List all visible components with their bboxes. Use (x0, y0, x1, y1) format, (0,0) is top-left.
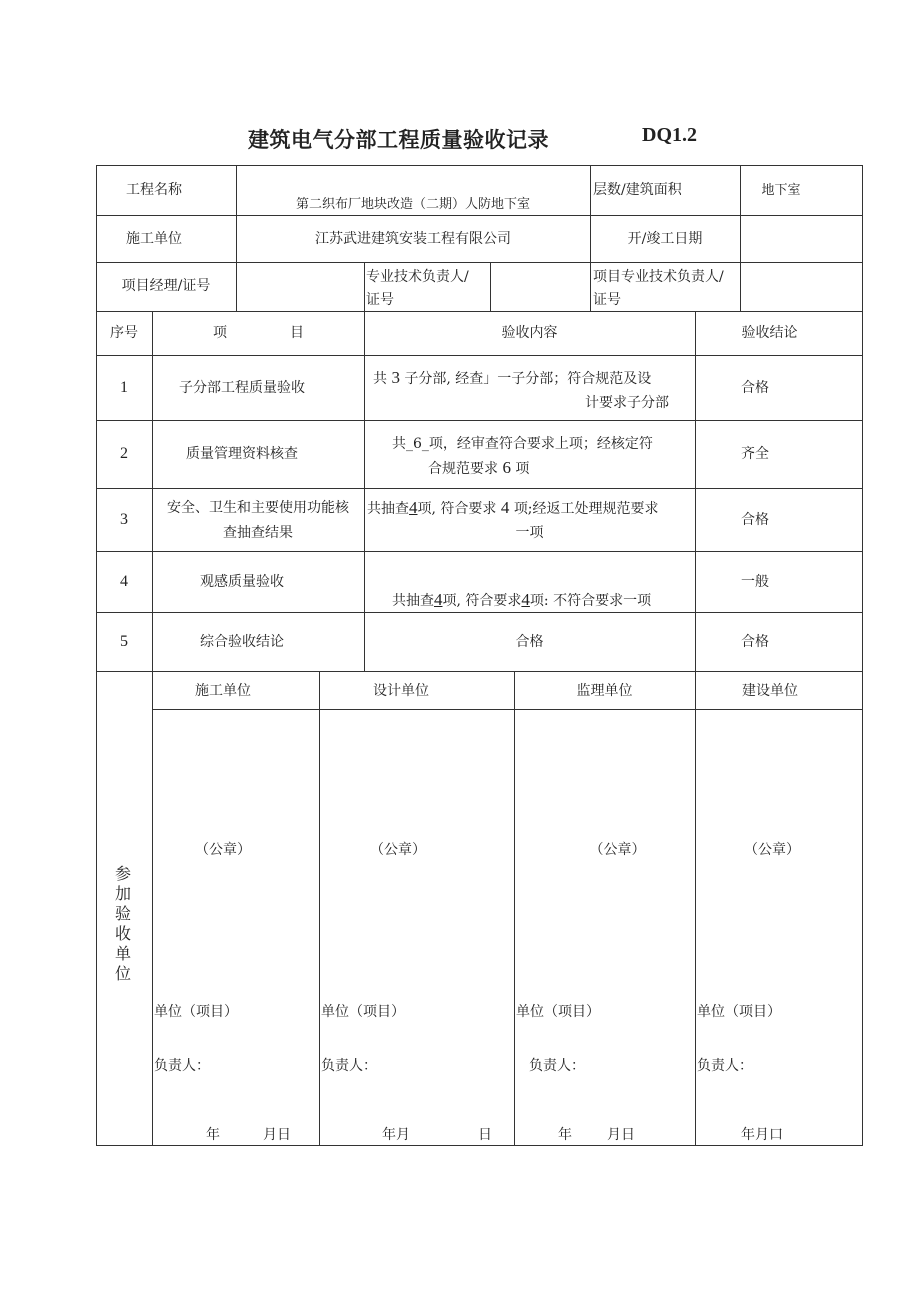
header-conclusion: 验收结论 (741, 325, 798, 341)
contractor-value: 江苏武进建筑安装工程有限公司 (315, 231, 511, 247)
row-item: 子分部工程质量验收 (179, 380, 305, 396)
project-name-value: 第二织布厂地块改造（二期）人防地下室 (295, 197, 530, 212)
unit-name: 监理单位 (576, 683, 633, 699)
unit-project-label: 单位（项目） (154, 1004, 238, 1020)
unit-name: 建设单位 (742, 683, 798, 699)
row-conclusion: 一般 (741, 574, 769, 590)
row-conclusion: 合格 (741, 380, 769, 396)
header-item-a: 项 (213, 325, 227, 341)
row-content: 合格 (515, 634, 544, 650)
row-content-line2: 一项 (515, 525, 544, 541)
project-name-label: 工程名称 (126, 182, 182, 198)
date-month-day: 月日 (607, 1127, 635, 1143)
person-label: 负责人： (697, 1058, 753, 1074)
row-conclusion: 齐全 (741, 446, 769, 462)
contractor-label: 施工单位 (126, 231, 182, 247)
seal-text: （公章） (195, 842, 251, 858)
tech-lead-label-line1: 专业技术负责人/ (366, 269, 469, 285)
floors-area-value: 地下室 (761, 183, 801, 198)
proj-tech-lead-label-line2: 证号 (593, 292, 621, 308)
row-number: 3 (120, 511, 128, 528)
row-content-line1: 共抽查4项, 符合要求4项: 不符合要求一项 (392, 590, 652, 609)
unit-name: 施工单位 (195, 683, 251, 699)
tech-lead-label-line2: 证号 (366, 292, 394, 308)
date-day: 日 (478, 1127, 492, 1143)
participants-side-label: 参加验收单位 (114, 864, 131, 983)
date-year-month: 年月 (382, 1127, 410, 1143)
row-item-line1: 安全、卫生和主要使用功能核 (167, 500, 349, 516)
document-title: 建筑电气分部工程质量验收记录 (248, 128, 549, 152)
header-content: 验收内容 (501, 325, 558, 341)
unit-project-label: 单位（项目） (697, 1004, 781, 1020)
row-conclusion: 合格 (741, 634, 769, 650)
row-content-line2: 计要求子分部 (585, 395, 669, 411)
row-content-line1: 共_6_项，经审查符合要求上项；经核定符 (392, 436, 653, 452)
seal-text: （公章） (589, 842, 646, 858)
row-number: 4 (120, 573, 128, 590)
unit-project-label: 单位（项目） (516, 1004, 600, 1020)
row-item-line2: 查抽查结果 (223, 525, 293, 541)
person-label: 负责人： (321, 1058, 377, 1074)
row-item: 质量管理资料核查 (186, 446, 298, 462)
row-number: 5 (120, 633, 128, 650)
person-label: 负责人： (529, 1058, 585, 1074)
header-item-b: 目 (290, 325, 304, 341)
date-full: 年月口 (741, 1127, 783, 1143)
document-code: DQ1.2 (642, 124, 697, 146)
floors-area-label: 层数/建筑面积 (593, 182, 682, 198)
row-item: 观感质量验收 (200, 574, 284, 590)
row-content-line2: 合规范要求 6 项 (428, 458, 530, 477)
person-label: 负责人： (154, 1058, 210, 1074)
seal-text: （公章） (744, 842, 800, 858)
seal-text: （公章） (370, 842, 426, 858)
date-year: 年 (206, 1127, 220, 1143)
date-year: 年 (558, 1127, 572, 1143)
pm-label: 项目经理/证号 (121, 278, 211, 294)
header-seq: 序号 (110, 325, 138, 341)
row-content-line1: 共 3 子分部, 经查」一子分部；符合规范及设 (373, 368, 652, 387)
proj-tech-lead-label-line1: 项目专业技术负责人/ (593, 269, 724, 285)
date-month-day: 月日 (263, 1127, 291, 1143)
row-item: 综合验收结论 (200, 634, 284, 650)
unit-name: 设计单位 (373, 683, 429, 699)
row-conclusion: 合格 (741, 512, 769, 528)
row-number: 2 (120, 445, 128, 462)
dates-label: 开/竣工日期 (627, 231, 703, 247)
unit-project-label: 单位（项目） (321, 1004, 405, 1020)
row-content-line1: 共抽查4项, 符合要求 4 项;经返工处理规范要求 (367, 498, 659, 517)
row-number: 1 (120, 379, 128, 396)
